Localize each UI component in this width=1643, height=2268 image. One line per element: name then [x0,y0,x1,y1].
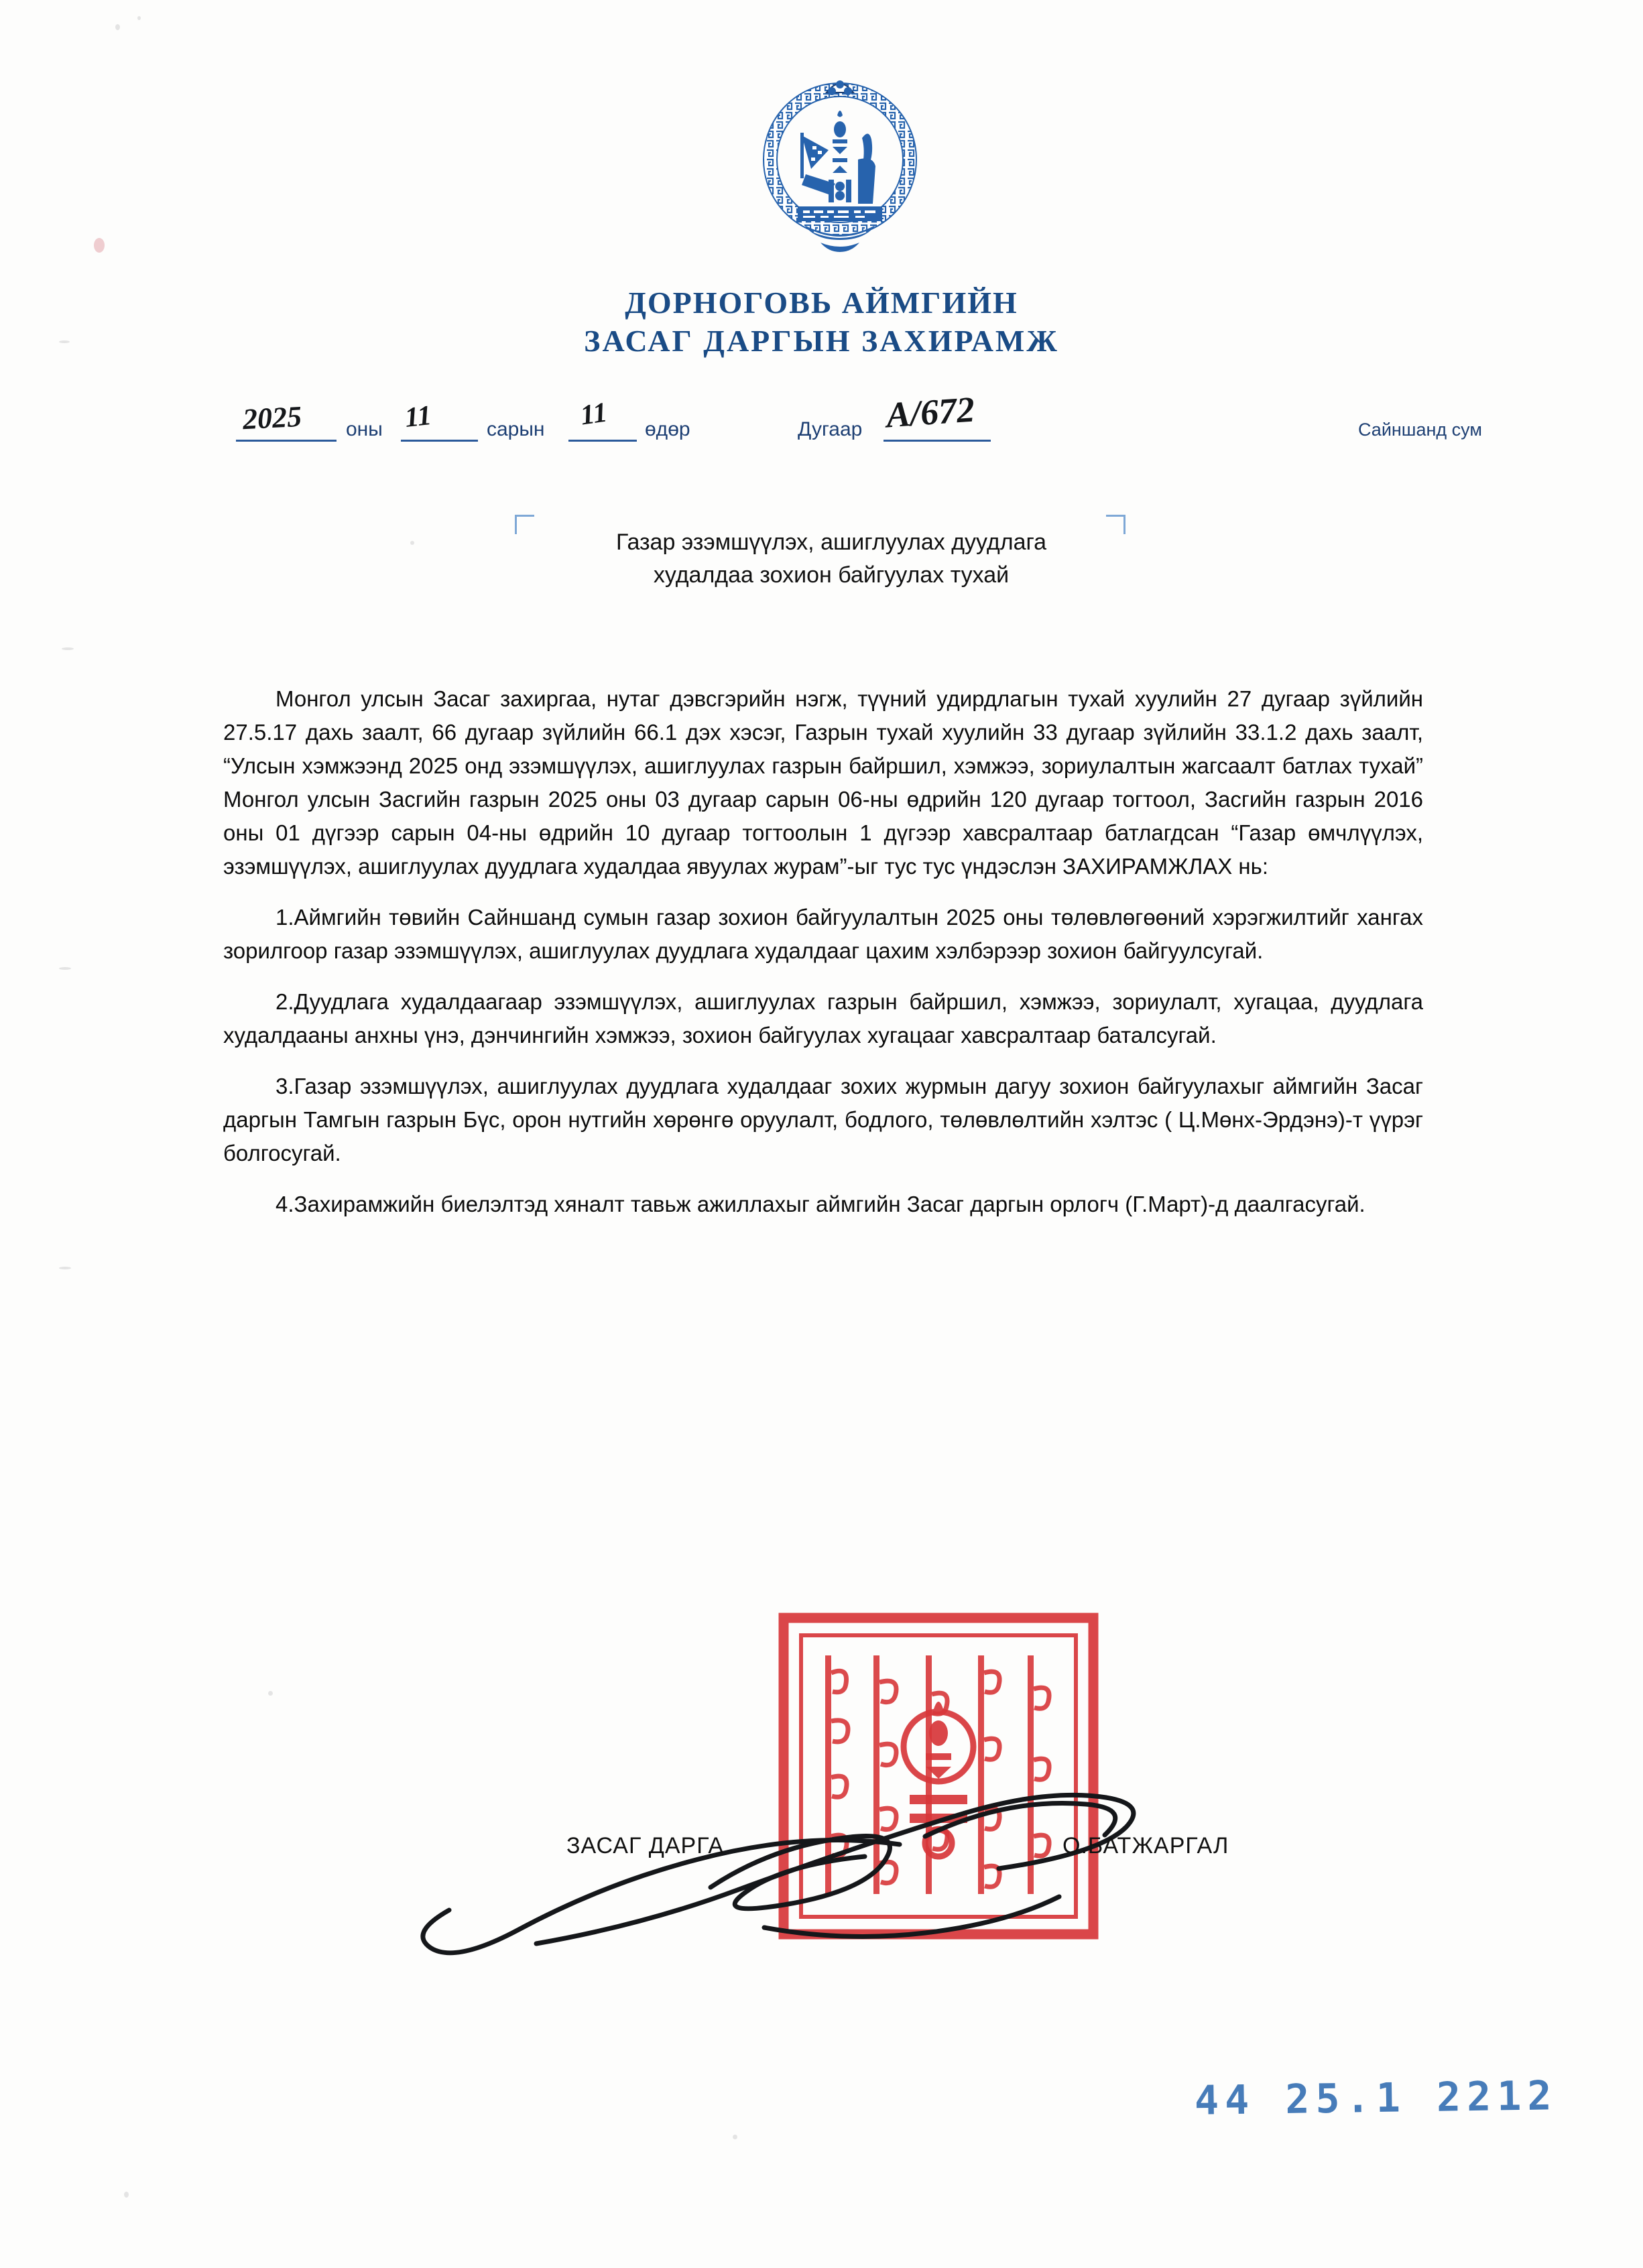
year-label: оны [346,418,383,440]
registration-stamp-numbers: 44 25.1 2212 [1194,2072,1558,2125]
document-meta-row [0,389,1643,449]
subject-line-1: Газар эзэмшүүлэх, ашиглуулах дуудлага [615,529,1047,555]
document-body [223,682,1423,1239]
signature-name: О.БАТЖАРГАЛ [1062,1833,1229,1858]
scan-speck [137,16,141,20]
year-value: 2025 [241,399,303,436]
scan-speck [115,24,120,30]
number-value: А/672 [885,389,976,436]
number-rule [884,440,991,442]
paragraph-item-2: 2.Дуудлага худалдаагаар эзэмшүүлэх, ашиглуулах газрын байршил, хэмжээ, зориулалт, хугацаа, дуудлага худалдааны анхны үнэ, дэнчингийн хэмжээ, зохион байгуулах хугацааг хавсралтаар баталсугай. [223,989,1423,1048]
official-seal-icon [774,1609,1103,1944]
number-label: Дугаар [798,418,863,440]
signature-title: ЗАСАГ ДАРГА [566,1833,725,1858]
paragraph-item-3: 3.Газар эзэмшүүлэх, ашиглуулах дуудлага худалдааг зохих журмын дагуу зохион байгуулахыг аймгийн Засаг даргын Тамгын газрын Бүс, орон нутгийн хөрөнгө оруулалт, бодлого, төлөвлөлтийн хэлтэс ( Ц.Мөнх-Эрдэнэ)-т үүрэг болгосугай. [223,1074,1423,1166]
month-label: сарын [487,418,545,440]
scan-speck [268,1691,273,1696]
place-label: Сайншанд сум [1358,420,1482,440]
day-rule [568,440,637,442]
paragraph-item-1: 1.Аймгийн төвийн Сайншанд сумын газар зохион байгуулалтын 2025 оны төлөвлөгөөний хэрэгжилтийг хангах зорилгоор газар эзэмшүүлэх, ашиглуулах дуудлага худалдааг цахим хэлбэрээр зохион байгуулсугай. [223,905,1423,963]
organization-title-line2: ЗАСАГ ДАРГЫН ЗАХИРАМЖ [584,324,1059,358]
scan-speck [62,647,74,650]
province-emblem [756,74,924,261]
subject-block [543,526,1119,592]
scan-speck [94,238,105,253]
scan-speck [59,967,71,970]
scan-speck [410,541,414,545]
scan-speck [733,2135,737,2139]
day-label: өдөр [645,418,690,440]
official-seal [774,1609,1103,1944]
year-rule [236,440,337,442]
paragraph-preamble: Монгол улсын Засаг захиргаа, нутаг дэвсгэрийн нэгж, түүний удирдлагын тухай хуулийн 27 дугаар зүйлийн 27.5.17 дахь заалт, 66 дугаар зүйлийн 66.1 дэх хэсэг, Газрын тухай хуулийн 33 дугаар зүйлийн 33.1.2 дахь заалт, “Улсын хэмжээнд 2025 онд эзэмшүүлэх, ашиглуулах газрын байршил, хэмжээ, зориулалтын жагсаалт батлах тухай” Монгол улсын Засгийн газрын 2025 оны 03 дугаар сарын 06-ны өдрийн 120 дугаар тогтоол, Засгийн газрын 2016 оны 01 дүгээр сарын 04-ны өдрийн 10 дугаар тогтоолын 1 дүгээр хавсралтаар батлагдсан “Газар өмчлүүлэх, эзэмшүүлэх, ашиглуулах дуудлага худалдаа явуулах журам”-ыг тус тус үндэслэн ЗАХИРАМЖЛАХ нь: [223,686,1423,879]
organization-title-line1: ДОРНОГОВЬ АЙМГИЙН [625,286,1018,320]
scan-speck [59,1267,71,1269]
paragraph-item-4: 4.Захирамжийн биелэлтэд хяналт тавьж ажиллахыг аймгийн Засаг даргын орлогч (Г.Март)-д даалгасугай. [276,1192,1365,1216]
day-value: 11 [578,397,609,432]
month-rule [401,440,478,442]
subject-line-2: худалдаа зохион байгуулах тухай [653,562,1010,588]
province-emblem-icon [756,74,924,261]
subject-bracket-top-left [515,515,534,534]
scan-speck [124,2192,129,2198]
month-value: 11 [403,400,433,434]
